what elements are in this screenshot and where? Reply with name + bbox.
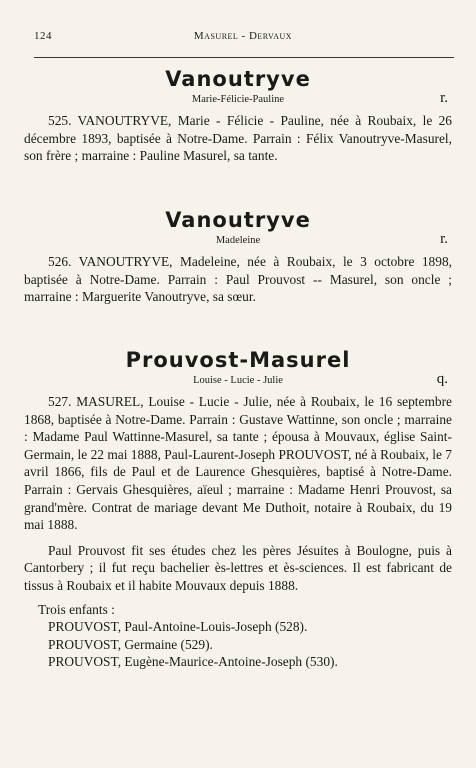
entry-text: 526. VANOUTRYVE, Madeleine, née à Roubaix, le 3 octobre 1898, baptisée à Notre-Dame. Parrain : Paul Prouvost -- Masurel, son oncle ; marraine : Marguerite Vanoutryve, sa sœur. xyxy=(24,254,452,305)
header-rule xyxy=(34,57,454,58)
entry-subline xyxy=(24,92,452,108)
entry-subline xyxy=(24,373,452,389)
entry-given-names: Madeleine xyxy=(215,235,261,246)
child-entry: PROUVOST, Paul-Antoine-Louis-Joseph (528). xyxy=(48,619,308,635)
entry-surname: Vanoutryve xyxy=(165,208,311,232)
children-list xyxy=(24,601,452,671)
entry-surname: Prouvost-Masurel xyxy=(125,348,351,372)
entry-text: 525. VANOUTRYVE, Marie - Félicie - Pauline, née à Roubaix, le 26 décembre 1893, baptisée à Notre-Dame. Parrain : Félix Vanoutryve-Masurel, son frère ; marraine : Pauline Masurel, sa tante. xyxy=(24,113,452,164)
child-entry: PROUVOST, Eugène-Maurice-Antoine-Joseph (530). xyxy=(48,654,338,670)
entry-given-names: Louise - Lucie - Julie xyxy=(193,375,283,386)
entry-text: 527. MASUREL, Louise - Lucie - Julie, née à Roubaix, le 16 septembre 1868, baptisée à Notre-Dame. Parrain : Gustave Wattinne, son oncle ; marraine : Madame Paul Wattinne-Masurel, sa tante ; épousa à Mouvaux, église Saint-Germain, le 22 mai 1888, Paul-Laurent-Joseph PROUVOST, né à Roubaix, le 7 avril 1866, fils de Paul et de Laurence Ghesquières, baptisé à Notre-Dame. Parrain : Gervais Ghesquières, aïeul ; marraine : Madame Henri Prouvost, sa grand'mère. Contrat de mariage devant Me Duthoit, notaire à Roubaix, du 19 mai 1888. xyxy=(24,394,452,533)
entry-marker: q. xyxy=(436,371,448,387)
entry-subline xyxy=(24,233,452,249)
entry-surname: Vanoutryve xyxy=(165,67,311,91)
page-number: 124 xyxy=(34,30,52,42)
entry-527 xyxy=(24,347,452,671)
entry-525 xyxy=(24,66,452,165)
entry-marker: r. xyxy=(440,231,448,247)
child-entry: PROUVOST, Germaine (529). xyxy=(48,636,213,652)
entry-biography: Paul Prouvost fit ses études chez les pères Jésuites à Boulogne, puis à Cantorbery ; il fut reçu bachelier ès-lettres et ès-sciences. Il est fabricant de tissus à Roubaix et il habite Mouvaux depuis 1888. xyxy=(24,542,452,593)
running-title: Masurel - Dervaux xyxy=(193,30,293,42)
entry-given-names: Marie-Félicie-Pauline xyxy=(191,94,285,105)
entry-marker: r. xyxy=(440,90,448,106)
children-intro: Trois enfants : xyxy=(38,601,115,617)
entry-526 xyxy=(24,207,452,306)
